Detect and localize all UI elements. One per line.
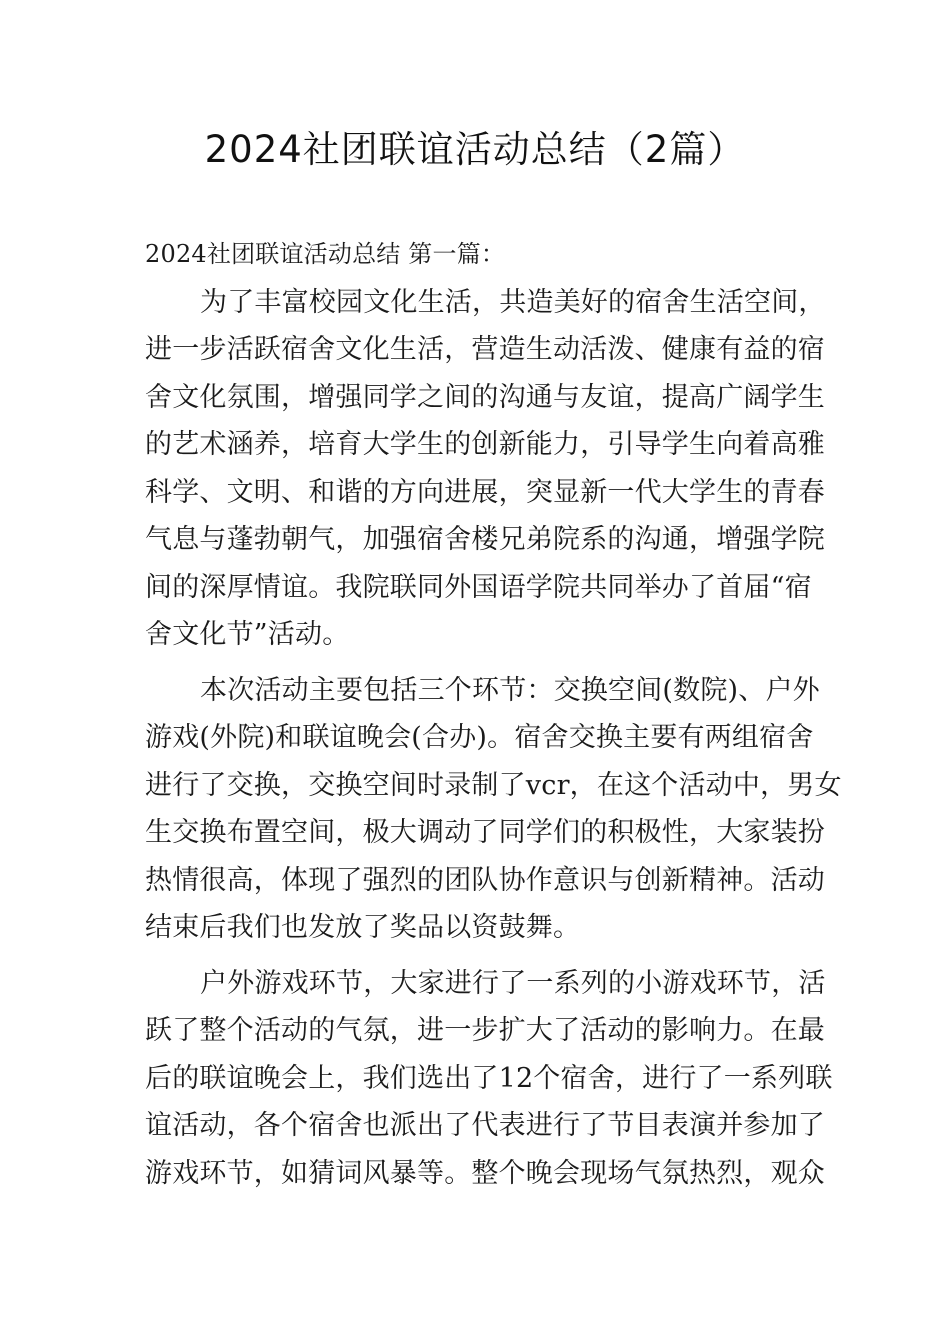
text-line: 气息与蓬勃朝气，加强宿舍楼兄弟院系的沟通，增强学院 [145, 524, 825, 555]
paragraph-3 [145, 960, 833, 1198]
text-line: 进行了交换，交换空间时录制了vcr，在这个活动中，男女 [145, 769, 842, 801]
text-line: 结束后我们也发放了奖品以资鼓舞。 [145, 912, 581, 943]
text-line: 跃了整个活动的气氛，进一步扩大了活动的影响力。在最 [145, 1015, 825, 1046]
text-line: 舍文化氛围，增强同学之间的沟通与友谊，提高广阔学生 [145, 381, 825, 413]
text-line: 户外游戏环节，大家进行了一系列的小游戏环节，活 [200, 967, 826, 999]
text-line: 间的深厚情谊。我院联同外国语学院共同举办了首届“宿 [145, 571, 812, 603]
text-line: 热情很高，体现了强烈的团队协作意识与创新精神。活动 [145, 864, 825, 896]
document-title: 2024社团联谊活动总结（2篇） [204, 128, 746, 171]
paragraph-2 [145, 667, 842, 952]
text-line: 本次活动主要包括三个环节：交换空间(数院)、户外 [200, 674, 820, 706]
text-line: 谊活动，各个宿舍也派出了代表进行了节目表演并参加了 [145, 1110, 825, 1141]
text-line: 科学、文明、和谐的方向进展，突显新一代大学生的青春 [145, 476, 825, 508]
text-line: 后的联谊晚会上，我们选出了12个宿舍，进行了一系列联 [145, 1062, 833, 1094]
section-heading: 2024社团联谊活动总结 第一篇： [145, 240, 506, 268]
text-line: 游戏环节，如猜词风暴等。整个晚会现场气氛热烈，观众 [145, 1157, 825, 1189]
text-line: 游戏(外院)和联谊晚会(合办)。宿舍交换主要有两组宿舍 [145, 722, 814, 753]
document-body [145, 231, 842, 1197]
text-line: 为了丰富校园文化生活，共造美好的宿舍生活空间， [200, 286, 826, 318]
text-line: 生交换布置空间，极大调动了同学们的积极性，大家装扮 [145, 817, 825, 848]
paragraph-1 [145, 279, 826, 659]
text-line: 进一步活跃宿舍文化生活，营造生动活泼、健康有益的宿 [145, 334, 825, 365]
text-line: 的艺术涵养，培育大学生的创新能力，引导学生向着高雅 [145, 429, 825, 460]
text-line: 舍文化节”活动。 [145, 619, 350, 650]
